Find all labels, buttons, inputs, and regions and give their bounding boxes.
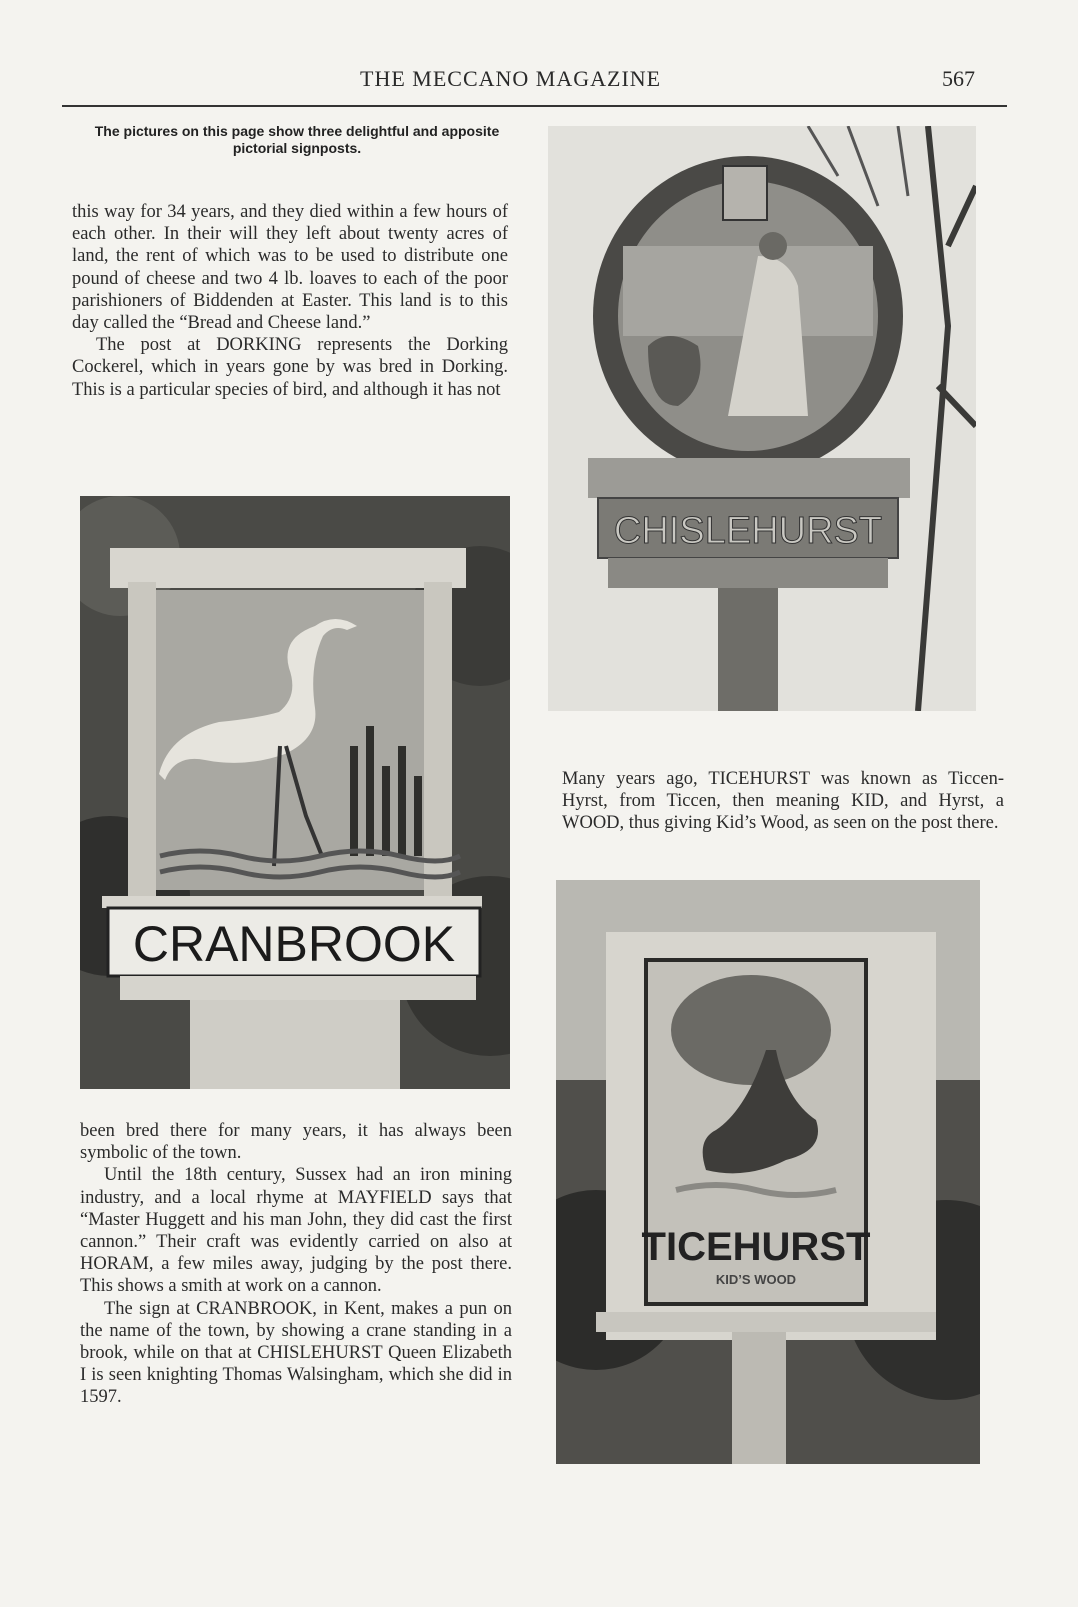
- column-text-bottom: [80, 1120, 512, 1409]
- paragraph: Until the 18th century, Sussex had an iron mining industry, and a local rhyme at MAYFIELD says that “Master Huggett and his man John, they did cast the first cannon.” Their craft was evidently carried on also at HORAM, a few miles away, judging by the post there. This shows a smith at work on a cannon.: [80, 1165, 512, 1297]
- header-rule: [62, 105, 1007, 107]
- cranbrook-sign-text: CRANBROOK: [132, 916, 456, 972]
- chislehurst-sign-photo: [548, 126, 976, 711]
- paragraph: The post at DORKING represents the Dorking Cockerel, which in years gone by was bred in Dorking. This is a particular species of bird, and although it has not: [72, 335, 508, 400]
- paragraph: The sign at CRANBROOK, in Kent, makes a pun on the name of the town, by showing a crane standing in a brook, while on that at CHISLEHURST Queen Elizabeth I is seen knighting Thomas Walsingham, which she did in 1597.: [80, 1298, 512, 1408]
- magazine-title: THE MECCANO MAGAZINE: [360, 66, 662, 91]
- ticehurst-sign-photo: [556, 880, 980, 1464]
- page-number: 567: [942, 66, 975, 91]
- chislehurst-sign-text: CHISLEHURST: [613, 510, 883, 552]
- paragraph: been bred there for many years, it has always been symbolic of the town.: [80, 1121, 512, 1164]
- paragraph: this way for 34 years, and they died within a few hours of each other. In their will they left about twenty acres of land, the rent of which was to be used to distribute one pound of cheese and two 4 lb. loaves to each of the poor parishioners of Biddenden at Easter. This land is to this day called the “Bread and Cheese land.”: [72, 202, 508, 334]
- photos-caption: The pictures on this page show three delightful and apposite pictorial signposts.: [94, 123, 500, 156]
- ticehurst-sub-text: KID’S WOOD: [715, 1272, 797, 1287]
- cranbrook-sign-photo: [80, 496, 510, 1089]
- ticehurst-sign-text: TICEHURST: [641, 1225, 871, 1269]
- ticehurst-caption: Many years ago, TICEHURST was known as Ticcen-Hyrst, from Ticcen, then meaning KID, and Hyrst, a WOOD, thus giving Kid’s Wood, as seen on the post there.: [562, 769, 1004, 833]
- column-text-top: [72, 201, 508, 401]
